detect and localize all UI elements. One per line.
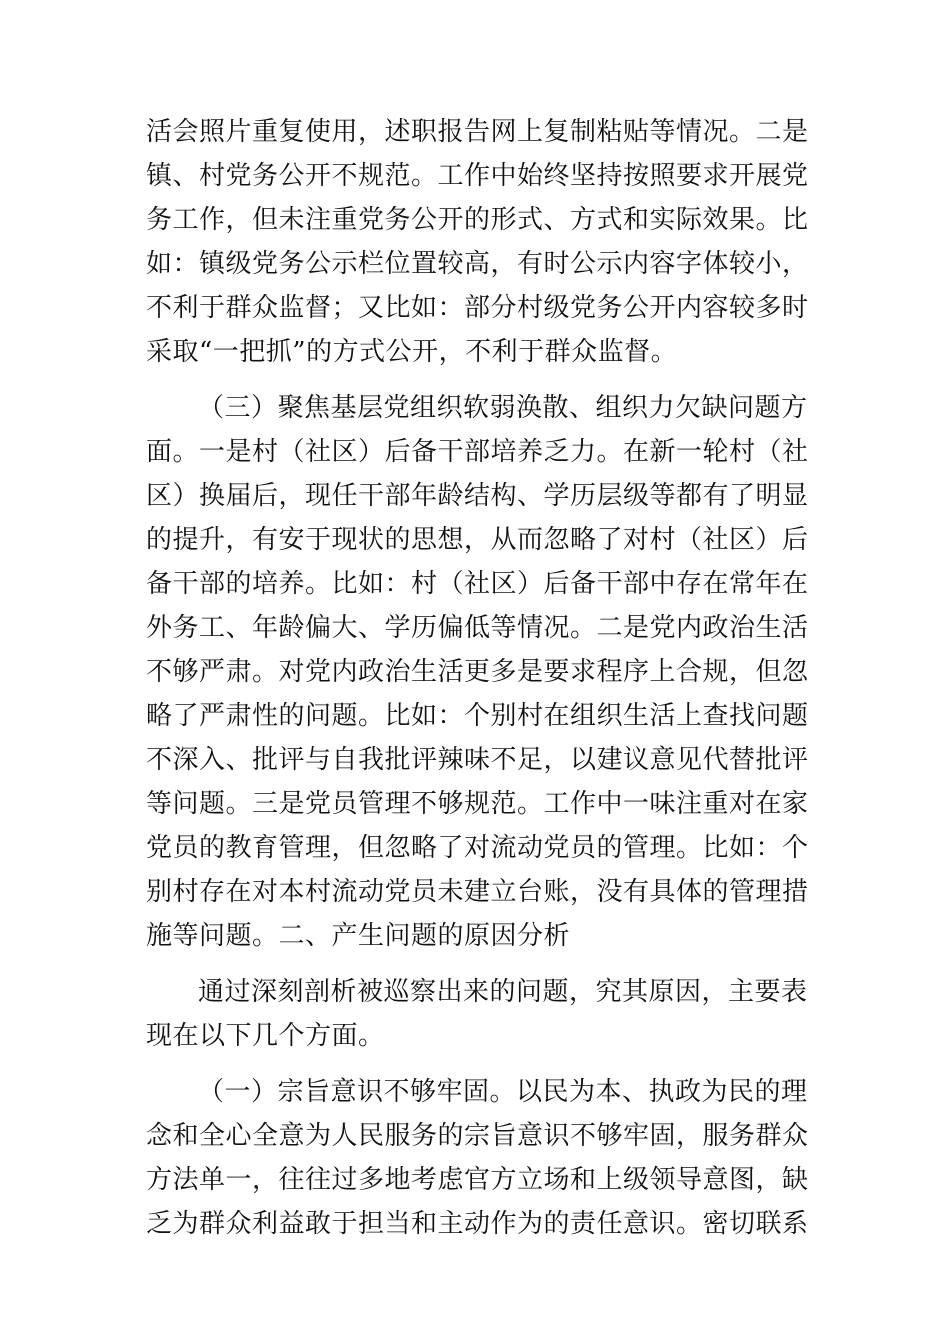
text-line: 如：镇级党务公示栏位置较高，有时公示内容字体较小， bbox=[146, 249, 809, 279]
paragraph-2 bbox=[146, 386, 809, 958]
text-line: 面。一是村（社区）后备干部培养乏力。在新一轮村（社 bbox=[146, 437, 809, 467]
text-line: 不够严肃。对党内政治生活更多是要求程序上合规，但忽 bbox=[146, 657, 809, 687]
text-line: 务工作，但未注重党务公开的形式、方式和实际效果。比 bbox=[146, 205, 809, 235]
text-line: 区）换届后，现任干部年龄结构、学历层级等都有了明显 bbox=[146, 481, 809, 511]
text-line: 活会照片重复使用，述职报告网上复制粘贴等情况。二是 bbox=[146, 117, 809, 147]
text-line: 现在以下几个方面。 bbox=[146, 1021, 385, 1051]
text-line: 党员的教育管理，但忽略了对流动党员的管理。比如：个 bbox=[146, 833, 809, 863]
text-line: 通过深刻剖析被巡察出来的问题，究其原因，主要表 bbox=[198, 977, 808, 1007]
text-line: 不利于群众监督；又比如：部分村级党务公开内容较多时 bbox=[146, 293, 809, 323]
text-line: 别村存在对本村流动党员未建立台账，没有具体的管理措 bbox=[146, 877, 809, 907]
text-line: 备干部的培养。比如：村（社区）后备干部中存在常年在 bbox=[146, 569, 809, 599]
paragraph-spacing bbox=[146, 958, 806, 970]
document-body bbox=[146, 110, 809, 1246]
text-line: 施等问题。二、产生问题的原因分析 bbox=[146, 921, 571, 951]
text-line: 方法单一，往往过多地考虑官方立场和上级领导意图，缺 bbox=[146, 1165, 809, 1195]
text-line: 乏为群众利益敢于担当和主动作为的责任意识。密切联系 bbox=[146, 1209, 809, 1239]
text-line: （一）宗旨意识不够牢固。以民为本、执政为民的理 bbox=[198, 1077, 808, 1107]
text-line: 镇、村党务公开不规范。工作中始终坚持按照要求开展党 bbox=[146, 161, 809, 191]
text-line: 念和全心全意为人民服务的宗旨意识不够牢固，服务群众 bbox=[146, 1121, 809, 1151]
text-line: 的提升，有安于现状的思想，从而忽略了对村（社区）后 bbox=[146, 525, 809, 555]
text-line: 采取“一把抓”的方式公开，不利于群众监督。 bbox=[146, 337, 678, 367]
text-line: 略了严肃性的问题。比如：个别村在组织生活上查找问题 bbox=[146, 701, 809, 731]
paragraph-4 bbox=[146, 1070, 809, 1246]
paragraph-spacing bbox=[146, 374, 806, 386]
text-line: （三）聚焦基层党组织软弱涣散、组织力欠缺问题方 bbox=[198, 393, 808, 423]
text-line: 不深入、批评与自我批评辣味不足，以建议意见代替批评 bbox=[146, 745, 809, 775]
text-line: 外务工、年龄偏大、学历偏低等情况。二是党内政治生活 bbox=[146, 613, 809, 643]
paragraph-3 bbox=[146, 970, 806, 1058]
text-line: 等问题。三是党员管理不够规范。工作中一味注重对在家 bbox=[146, 789, 809, 819]
paragraph-spacing bbox=[146, 1058, 806, 1070]
paragraph-1 bbox=[146, 110, 809, 374]
